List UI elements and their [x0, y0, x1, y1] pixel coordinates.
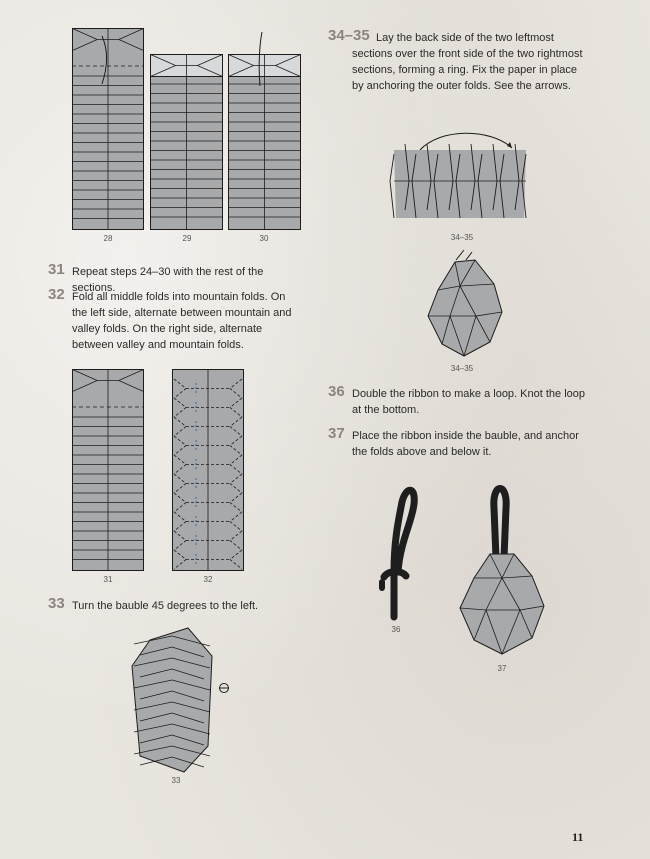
- step-text: Repeat steps 24–30 with the rest of the sections.: [72, 266, 264, 294]
- step-text: Fold all middle folds into mountain folds. On the left side, alternate between mountain and valley folds. On the right side, alternate between valley and mountain folds.: [72, 291, 292, 351]
- arrow-anchor: [420, 133, 512, 150]
- diagram-step-33: [128, 626, 238, 776]
- caption-36: 36: [391, 625, 401, 634]
- caption-37: 37: [497, 664, 507, 673]
- caption-33: 33: [171, 776, 181, 785]
- caption-28: 28: [103, 234, 113, 243]
- caption-34-35-a: 34–35: [450, 233, 474, 242]
- step-36: [328, 383, 590, 418]
- ring-body: [394, 150, 526, 218]
- diagram-step-30: [228, 28, 301, 230]
- step-number: 32: [48, 286, 65, 303]
- caption-32: 32: [203, 575, 213, 584]
- diagram-step-32: [172, 369, 244, 571]
- step-37: [328, 425, 590, 460]
- step-34-35: [328, 27, 588, 94]
- arrow-head: [507, 142, 512, 148]
- step-number: 34–35: [328, 27, 370, 44]
- caption-34-35-b: 34–35: [450, 364, 474, 373]
- step-number: 37: [328, 425, 345, 442]
- caption-31: 31: [103, 575, 113, 584]
- diagram-ring-accordion: [390, 130, 530, 230]
- diagram-step-28: [72, 28, 144, 230]
- step-number: 36: [328, 383, 345, 400]
- step-text: Turn the bauble 45 degrees to the left.: [72, 600, 259, 612]
- step-text: Lay the back side of the two leftmost sections over the front side of the two rightmost sections, forming a ring. Fix the paper in place by anchoring the outer folds. See the arrows.: [352, 32, 583, 92]
- step-text: Double the ribbon to make a loop. Knot the loop at the bottom.: [352, 388, 585, 416]
- diagram-step-31: [72, 369, 144, 571]
- step-32: [48, 286, 298, 353]
- diagram-finished-bauble: [452, 478, 552, 662]
- accordion-fold: [390, 154, 394, 218]
- step-number: 31: [48, 261, 65, 278]
- diagram-step-29: [150, 54, 223, 230]
- step-text: Place the ribbon inside the bauble, and anchor the folds above and below it.: [352, 430, 579, 458]
- rotate-ccw-symbol: [220, 684, 229, 693]
- page-number: 11: [572, 830, 584, 844]
- diagram-bauble-side: [420, 250, 510, 360]
- diagram-ribbon-loop: [372, 482, 422, 622]
- step-33: [48, 595, 308, 614]
- caption-30: 30: [259, 234, 269, 243]
- caption-29: 29: [182, 234, 192, 243]
- step-number: 33: [48, 595, 65, 612]
